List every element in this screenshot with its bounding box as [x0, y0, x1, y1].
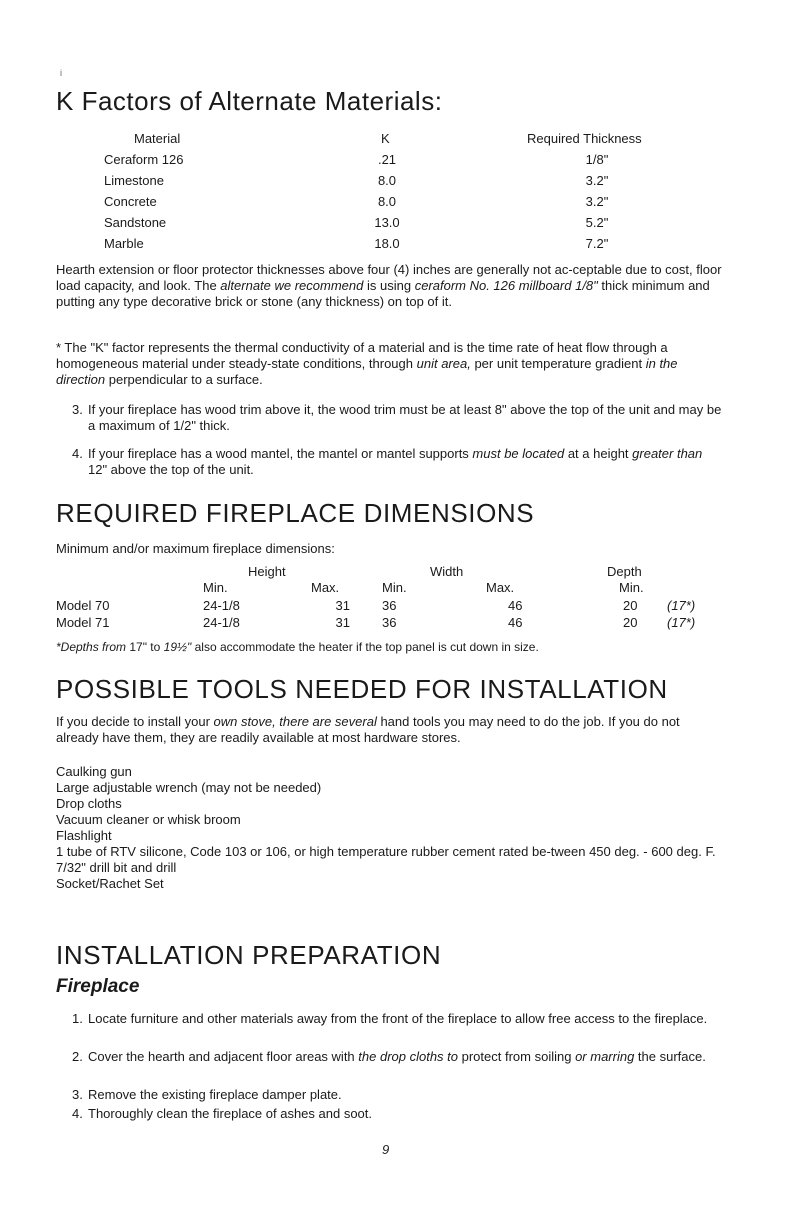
material-name: Sandstone — [104, 215, 167, 230]
width-min: 36 — [382, 615, 397, 630]
k-value: .21 — [377, 152, 397, 167]
model-name: Model 71 — [56, 615, 110, 630]
prep-item: Cover the hearth and adjacent floor areas with the drop cloths to protect from soiling or marring the surface. — [88, 1049, 706, 1064]
mantel-item: If your fireplace has a wood mantel, the mantel or mantel supports must be located at a height greater than 12" above the top of the unit. — [88, 446, 703, 477]
width-min: 36 — [382, 598, 397, 613]
list-item: Vacuum cleaner or whisk broom — [56, 812, 241, 827]
sub-header-width-min: Min. — [382, 580, 407, 595]
material-name: Marble — [104, 236, 144, 251]
list-number: 1. — [72, 1011, 83, 1026]
height-min: 24-1/8 — [203, 615, 240, 630]
depth-footnote: *Depths from 17" to 19½" also accommodate the heater if the top panel is cut down in size. — [56, 640, 539, 654]
thickness-value: 3.2" — [585, 173, 609, 188]
group-header-width: Width — [430, 564, 464, 579]
tools-intro: If you decide to install your own stove, there are several hand tools you may need to do the job. If you do not already have them, they are readily available at most hardware stores. — [56, 714, 680, 745]
list-number: 4. — [72, 446, 83, 461]
thickness-value: 7.2" — [585, 236, 609, 251]
material-name: Ceraform 126 — [104, 152, 184, 167]
corner-mark: i — [60, 68, 62, 78]
depth-alt: (17*) — [667, 615, 696, 630]
sub-header-depth-min: Min. — [619, 580, 644, 595]
col-header-thickness: Required Thickness — [527, 131, 642, 146]
group-header-height: Height — [248, 564, 286, 579]
prep-item: Locate furniture and other materials away from the front of the fireplace to allow free access to the fireplace. — [88, 1011, 708, 1026]
thickness-value: 5.2" — [585, 215, 609, 230]
thickness-value: 1/8" — [585, 152, 609, 167]
material-name: Concrete — [104, 194, 157, 209]
list-item: Socket/Rachet Set — [56, 876, 164, 891]
preparation-title: INSTALLATION PREPARATION — [56, 940, 442, 970]
sub-header-height-max: Max. — [311, 580, 340, 595]
height-max: 31 — [335, 615, 350, 630]
page-number: 9 — [382, 1142, 390, 1157]
width-max: 46 — [508, 615, 523, 630]
tools-list — [56, 764, 724, 892]
width-max: 46 — [508, 598, 523, 613]
k-factors-title: K Factors of Alternate Materials: — [56, 86, 443, 116]
tools-title: POSSIBLE TOOLS NEEDED FOR INSTALLATION — [56, 674, 668, 704]
list-item: Drop cloths — [56, 796, 122, 811]
list-item: Flashlight — [56, 828, 112, 843]
list-item: 7/32" drill bit and drill — [56, 860, 177, 875]
list-number: 3. — [72, 1087, 83, 1102]
depth-alt: (17*) — [667, 598, 696, 613]
height-min: 24-1/8 — [203, 598, 240, 613]
list-item: Caulking gun — [56, 764, 132, 779]
material-name: Limestone — [104, 173, 164, 188]
sub-header-height-min: Min. — [203, 580, 228, 595]
k-value: 8.0 — [377, 173, 397, 188]
sub-header-width-max: Max. — [486, 580, 515, 595]
col-header-k: K — [381, 131, 390, 146]
prep-item: Thoroughly clean the fireplace of ashes and soot. — [88, 1106, 373, 1121]
height-max: 31 — [335, 598, 350, 613]
depth-min: 20 — [623, 615, 638, 630]
model-name: Model 70 — [56, 598, 110, 613]
group-header-depth: Depth — [607, 564, 642, 579]
dimensions-title: REQUIRED FIREPLACE DIMENSIONS — [56, 498, 535, 528]
list-item: Large adjustable wrench (may not be needed) — [56, 780, 322, 795]
wood-trim-item: If your fireplace has wood trim above it, the wood trim must be at least 8" above the top of the unit and may be a maximum of 1/2" thick. — [88, 402, 722, 433]
hearth-thickness-paragraph: Hearth extension or floor protector thicknesses above four (4) inches are generally not ac-ceptable due to cost, floor load capacity, and look. The alternate we recommend is using ceraform No. 126 millboard 1/8" thick minimum and putting any type decorative brick or stone (any thickness) on top of it. — [56, 262, 722, 309]
thickness-value: 3.2" — [585, 194, 609, 209]
depth-min: 20 — [623, 598, 638, 613]
list-number: 2. — [72, 1049, 83, 1064]
k-value: 13.0 — [374, 215, 400, 230]
k-factor-footnote: * The "K" factor represents the thermal conductivity of a material and is the time rate of heat flow through a homogeneous material under steady-state conditions, through unit area, per unit temperature gradient in the direction perpendicular to a surface. — [56, 340, 678, 387]
k-value: 8.0 — [377, 194, 397, 209]
list-number: 3. — [72, 402, 83, 417]
col-header-material: Material — [134, 131, 181, 146]
k-value: 18.0 — [374, 236, 400, 251]
dimensions-intro: Minimum and/or maximum fireplace dimensions: — [56, 541, 335, 556]
prep-item: Remove the existing fireplace damper plate. — [88, 1087, 342, 1102]
preparation-subtitle: Fireplace — [56, 976, 140, 997]
list-number: 4. — [72, 1106, 83, 1121]
list-item: 1 tube of RTV silicone, Code 103 or 106, or high temperature rubber cement rated be-tween 450 deg. - 600 deg. F. — [56, 844, 716, 859]
